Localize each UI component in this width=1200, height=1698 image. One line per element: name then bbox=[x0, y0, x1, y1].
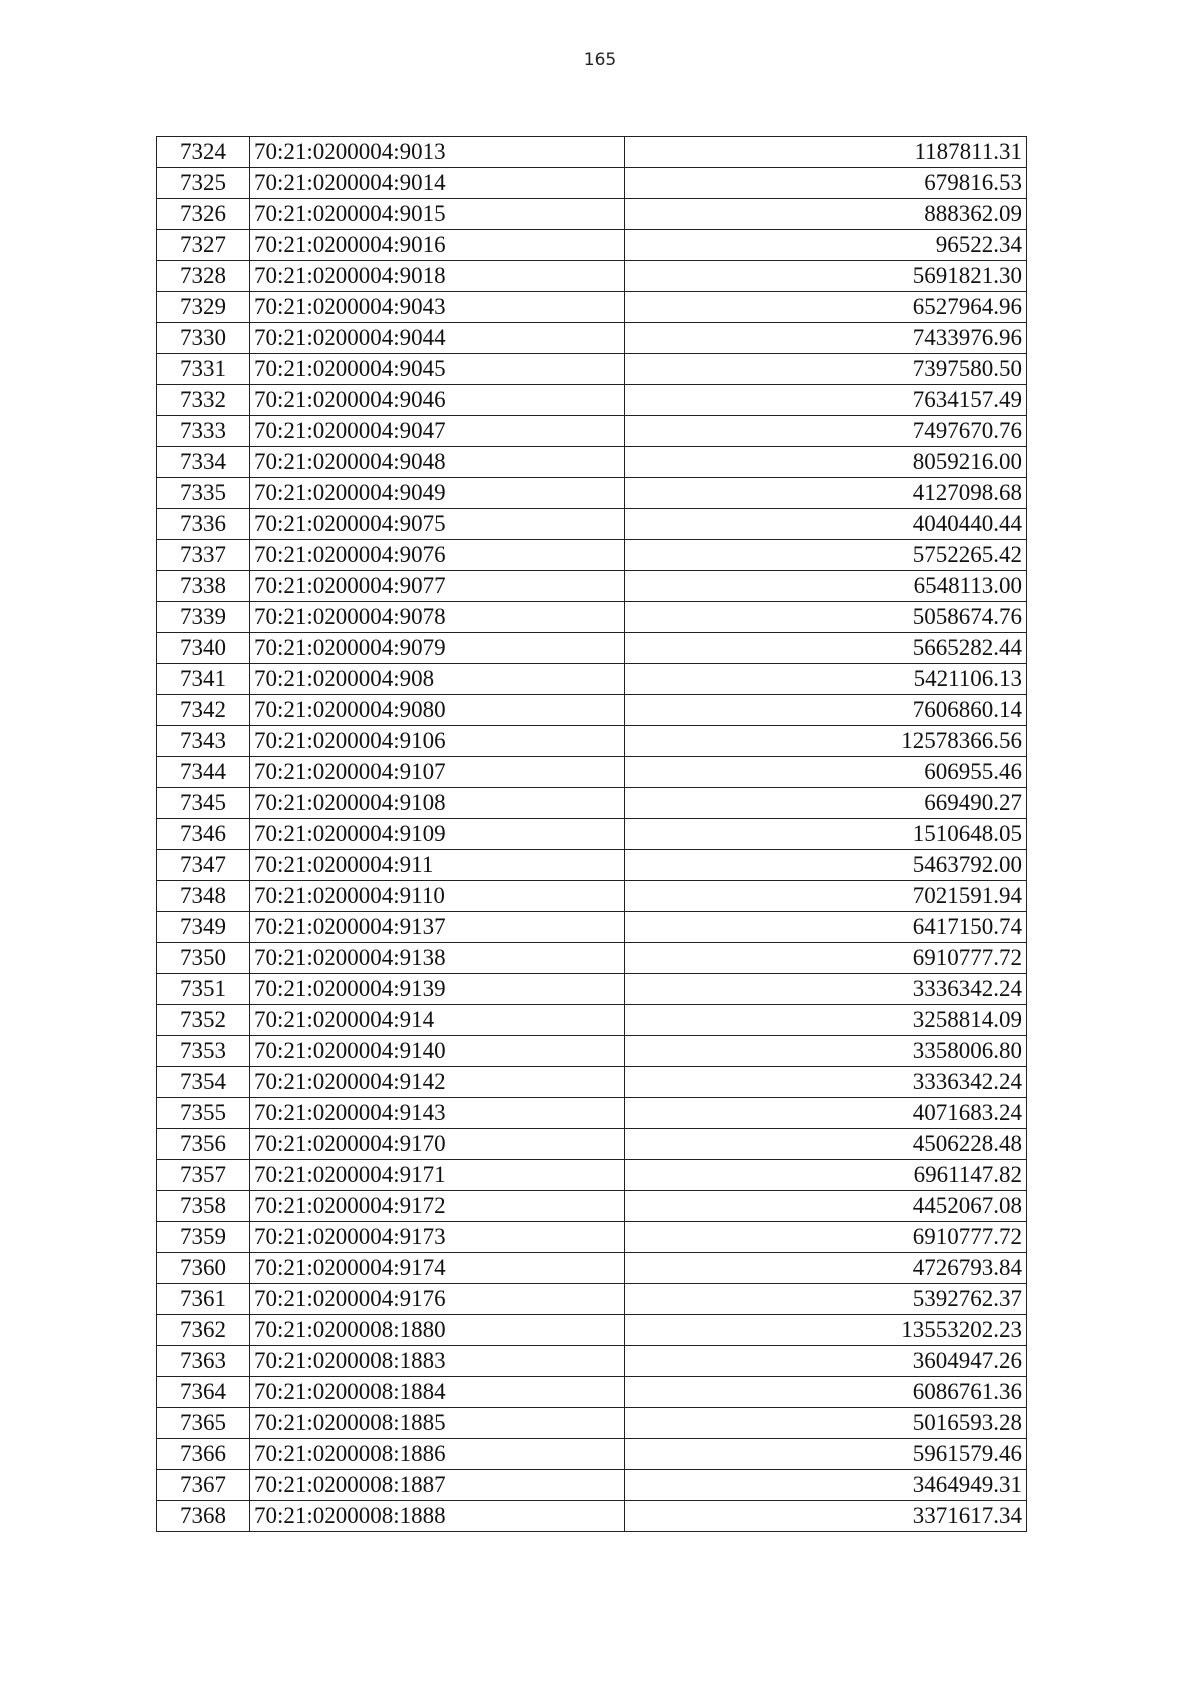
row-number-cell: 7338 bbox=[157, 571, 250, 602]
table-row bbox=[157, 1284, 1027, 1315]
cadastral-number-cell: 70:21:0200008:1884 bbox=[250, 1377, 625, 1408]
table-row bbox=[157, 1315, 1027, 1346]
cadastral-number-cell: 70:21:0200004:9137 bbox=[250, 912, 625, 943]
table-row bbox=[157, 726, 1027, 757]
cadastral-value-cell: 7634157.49 bbox=[625, 385, 1027, 416]
table-row bbox=[157, 1005, 1027, 1036]
cadastral-number-cell: 70:21:0200004:9018 bbox=[250, 261, 625, 292]
cadastral-number-cell: 70:21:0200004:9013 bbox=[250, 137, 625, 168]
cadastral-number-cell: 70:21:0200008:1883 bbox=[250, 1346, 625, 1377]
cadastral-number-cell: 70:21:0200004:9045 bbox=[250, 354, 625, 385]
row-number-cell: 7327 bbox=[157, 230, 250, 261]
table-row bbox=[157, 416, 1027, 447]
cadastral-value-cell: 4127098.68 bbox=[625, 478, 1027, 509]
table-row bbox=[157, 943, 1027, 974]
cadastral-number-cell: 70:21:0200008:1887 bbox=[250, 1470, 625, 1501]
row-number-cell: 7334 bbox=[157, 447, 250, 478]
cadastral-number-cell: 70:21:0200004:9174 bbox=[250, 1253, 625, 1284]
table-row bbox=[157, 199, 1027, 230]
row-number-cell: 7347 bbox=[157, 850, 250, 881]
cadastral-value-table bbox=[156, 136, 1027, 1532]
table-row bbox=[157, 757, 1027, 788]
table-row bbox=[157, 261, 1027, 292]
table-row bbox=[157, 819, 1027, 850]
cadastral-number-cell: 70:21:0200004:914 bbox=[250, 1005, 625, 1036]
cadastral-number-cell: 70:21:0200004:9048 bbox=[250, 447, 625, 478]
table-row bbox=[157, 323, 1027, 354]
table-row bbox=[157, 1377, 1027, 1408]
row-number-cell: 7350 bbox=[157, 943, 250, 974]
cadastral-number-cell: 70:21:0200004:9106 bbox=[250, 726, 625, 757]
cadastral-value-cell: 7606860.14 bbox=[625, 695, 1027, 726]
table-row bbox=[157, 509, 1027, 540]
row-number-cell: 7324 bbox=[157, 137, 250, 168]
cadastral-value-cell: 6527964.96 bbox=[625, 292, 1027, 323]
row-number-cell: 7359 bbox=[157, 1222, 250, 1253]
row-number-cell: 7330 bbox=[157, 323, 250, 354]
table-row bbox=[157, 478, 1027, 509]
cadastral-value-cell: 6961147.82 bbox=[625, 1160, 1027, 1191]
cadastral-number-cell: 70:21:0200004:9015 bbox=[250, 199, 625, 230]
cadastral-number-cell: 70:21:0200004:9047 bbox=[250, 416, 625, 447]
table-row bbox=[157, 354, 1027, 385]
cadastral-value-cell: 3371617.34 bbox=[625, 1501, 1027, 1532]
row-number-cell: 7357 bbox=[157, 1160, 250, 1191]
row-number-cell: 7352 bbox=[157, 1005, 250, 1036]
row-number-cell: 7333 bbox=[157, 416, 250, 447]
row-number-cell: 7342 bbox=[157, 695, 250, 726]
cadastral-value-cell: 8059216.00 bbox=[625, 447, 1027, 478]
cadastral-value-cell: 7497670.76 bbox=[625, 416, 1027, 447]
cadastral-value-cell: 3358006.80 bbox=[625, 1036, 1027, 1067]
cadastral-value-cell: 679816.53 bbox=[625, 168, 1027, 199]
row-number-cell: 7362 bbox=[157, 1315, 250, 1346]
row-number-cell: 7349 bbox=[157, 912, 250, 943]
row-number-cell: 7325 bbox=[157, 168, 250, 199]
cadastral-number-cell: 70:21:0200004:9138 bbox=[250, 943, 625, 974]
cadastral-number-cell: 70:21:0200008:1888 bbox=[250, 1501, 625, 1532]
cadastral-number-cell: 70:21:0200004:9170 bbox=[250, 1129, 625, 1160]
table-body bbox=[157, 137, 1027, 1532]
table-row bbox=[157, 912, 1027, 943]
cadastral-value-cell: 3336342.24 bbox=[625, 974, 1027, 1005]
cadastral-value-cell: 12578366.56 bbox=[625, 726, 1027, 757]
cadastral-value-cell: 6417150.74 bbox=[625, 912, 1027, 943]
cadastral-value-cell: 1187811.31 bbox=[625, 137, 1027, 168]
row-number-cell: 7335 bbox=[157, 478, 250, 509]
cadastral-value-cell: 5691821.30 bbox=[625, 261, 1027, 292]
cadastral-number-cell: 70:21:0200004:9078 bbox=[250, 602, 625, 633]
cadastral-value-cell: 6086761.36 bbox=[625, 1377, 1027, 1408]
row-number-cell: 7341 bbox=[157, 664, 250, 695]
cadastral-value-cell: 5058674.76 bbox=[625, 602, 1027, 633]
table-row bbox=[157, 1253, 1027, 1284]
cadastral-number-cell: 70:21:0200004:9080 bbox=[250, 695, 625, 726]
cadastral-number-cell: 70:21:0200004:9107 bbox=[250, 757, 625, 788]
cadastral-value-cell: 888362.09 bbox=[625, 199, 1027, 230]
table-row bbox=[157, 1439, 1027, 1470]
table-row bbox=[157, 385, 1027, 416]
cadastral-number-cell: 70:21:0200004:9172 bbox=[250, 1191, 625, 1222]
cadastral-value-cell: 4726793.84 bbox=[625, 1253, 1027, 1284]
cadastral-number-cell: 70:21:0200004:911 bbox=[250, 850, 625, 881]
cadastral-value-cell: 5392762.37 bbox=[625, 1284, 1027, 1315]
cadastral-number-cell: 70:21:0200004:9171 bbox=[250, 1160, 625, 1191]
cadastral-number-cell: 70:21:0200004:9110 bbox=[250, 881, 625, 912]
row-number-cell: 7351 bbox=[157, 974, 250, 1005]
table-row bbox=[157, 168, 1027, 199]
row-number-cell: 7344 bbox=[157, 757, 250, 788]
cadastral-number-cell: 70:21:0200004:9079 bbox=[250, 633, 625, 664]
table-row bbox=[157, 850, 1027, 881]
cadastral-number-cell: 70:21:0200004:9046 bbox=[250, 385, 625, 416]
cadastral-number-cell: 70:21:0200004:908 bbox=[250, 664, 625, 695]
row-number-cell: 7343 bbox=[157, 726, 250, 757]
table-row bbox=[157, 695, 1027, 726]
table-row bbox=[157, 1470, 1027, 1501]
cadastral-value-cell: 4071683.24 bbox=[625, 1098, 1027, 1129]
cadastral-number-cell: 70:21:0200004:9016 bbox=[250, 230, 625, 261]
cadastral-value-cell: 5665282.44 bbox=[625, 633, 1027, 664]
cadastral-number-cell: 70:21:0200008:1880 bbox=[250, 1315, 625, 1346]
table-row bbox=[157, 292, 1027, 323]
cadastral-value-cell: 7397580.50 bbox=[625, 354, 1027, 385]
row-number-cell: 7361 bbox=[157, 1284, 250, 1315]
table-row bbox=[157, 974, 1027, 1005]
row-number-cell: 7355 bbox=[157, 1098, 250, 1129]
table-row bbox=[157, 602, 1027, 633]
cadastral-value-cell: 6910777.72 bbox=[625, 1222, 1027, 1253]
cadastral-number-cell: 70:21:0200004:9108 bbox=[250, 788, 625, 819]
table-row bbox=[157, 1129, 1027, 1160]
table-row bbox=[157, 1346, 1027, 1377]
cadastral-value-cell: 13553202.23 bbox=[625, 1315, 1027, 1346]
cadastral-value-cell: 5463792.00 bbox=[625, 850, 1027, 881]
table-row bbox=[157, 540, 1027, 571]
cadastral-value-cell: 3604947.26 bbox=[625, 1346, 1027, 1377]
cadastral-value-cell: 4452067.08 bbox=[625, 1191, 1027, 1222]
cadastral-number-cell: 70:21:0200004:9109 bbox=[250, 819, 625, 850]
table-row bbox=[157, 788, 1027, 819]
cadastral-number-cell: 70:21:0200004:9075 bbox=[250, 509, 625, 540]
table-row bbox=[157, 1067, 1027, 1098]
cadastral-number-cell: 70:21:0200004:9014 bbox=[250, 168, 625, 199]
cadastral-value-cell: 4506228.48 bbox=[625, 1129, 1027, 1160]
cadastral-number-cell: 70:21:0200004:9044 bbox=[250, 323, 625, 354]
row-number-cell: 7356 bbox=[157, 1129, 250, 1160]
row-number-cell: 7346 bbox=[157, 819, 250, 850]
table-row bbox=[157, 1191, 1027, 1222]
cadastral-number-cell: 70:21:0200004:9173 bbox=[250, 1222, 625, 1253]
page-number: 165 bbox=[583, 50, 617, 70]
row-number-cell: 7348 bbox=[157, 881, 250, 912]
row-number-cell: 7332 bbox=[157, 385, 250, 416]
table-row bbox=[157, 1098, 1027, 1129]
row-number-cell: 7364 bbox=[157, 1377, 250, 1408]
cadastral-value-cell: 6548113.00 bbox=[625, 571, 1027, 602]
row-number-cell: 7366 bbox=[157, 1439, 250, 1470]
cadastral-value-cell: 7433976.96 bbox=[625, 323, 1027, 354]
cadastral-number-cell: 70:21:0200004:9140 bbox=[250, 1036, 625, 1067]
cadastral-number-cell: 70:21:0200004:9076 bbox=[250, 540, 625, 571]
cadastral-number-cell: 70:21:0200004:9143 bbox=[250, 1098, 625, 1129]
table-row bbox=[157, 1222, 1027, 1253]
row-number-cell: 7328 bbox=[157, 261, 250, 292]
cadastral-value-cell: 5421106.13 bbox=[625, 664, 1027, 695]
cadastral-number-cell: 70:21:0200004:9043 bbox=[250, 292, 625, 323]
table-row bbox=[157, 881, 1027, 912]
table-row bbox=[157, 1036, 1027, 1067]
table-row bbox=[157, 633, 1027, 664]
table-row bbox=[157, 447, 1027, 478]
cadastral-number-cell: 70:21:0200004:9176 bbox=[250, 1284, 625, 1315]
cadastral-value-cell: 3464949.31 bbox=[625, 1470, 1027, 1501]
row-number-cell: 7368 bbox=[157, 1501, 250, 1532]
cadastral-number-cell: 70:21:0200008:1885 bbox=[250, 1408, 625, 1439]
row-number-cell: 7365 bbox=[157, 1408, 250, 1439]
cadastral-number-cell: 70:21:0200004:9139 bbox=[250, 974, 625, 1005]
row-number-cell: 7329 bbox=[157, 292, 250, 323]
row-number-cell: 7354 bbox=[157, 1067, 250, 1098]
row-number-cell: 7360 bbox=[157, 1253, 250, 1284]
row-number-cell: 7358 bbox=[157, 1191, 250, 1222]
table-row bbox=[157, 137, 1027, 168]
cadastral-value-cell: 5961579.46 bbox=[625, 1439, 1027, 1470]
cadastral-number-cell: 70:21:0200004:9077 bbox=[250, 571, 625, 602]
row-number-cell: 7331 bbox=[157, 354, 250, 385]
cadastral-value-cell: 1510648.05 bbox=[625, 819, 1027, 850]
row-number-cell: 7353 bbox=[157, 1036, 250, 1067]
cadastral-value-cell: 96522.34 bbox=[625, 230, 1027, 261]
row-number-cell: 7337 bbox=[157, 540, 250, 571]
cadastral-number-cell: 70:21:0200008:1886 bbox=[250, 1439, 625, 1470]
cadastral-value-cell: 4040440.44 bbox=[625, 509, 1027, 540]
cadastral-value-cell: 3258814.09 bbox=[625, 1005, 1027, 1036]
table-row bbox=[157, 1408, 1027, 1439]
cadastral-value-cell: 3336342.24 bbox=[625, 1067, 1027, 1098]
row-number-cell: 7336 bbox=[157, 509, 250, 540]
cadastral-number-cell: 70:21:0200004:9049 bbox=[250, 478, 625, 509]
table-row bbox=[157, 664, 1027, 695]
cadastral-value-cell: 7021591.94 bbox=[625, 881, 1027, 912]
cadastral-value-cell: 6910777.72 bbox=[625, 943, 1027, 974]
cadastral-value-cell: 5016593.28 bbox=[625, 1408, 1027, 1439]
row-number-cell: 7340 bbox=[157, 633, 250, 664]
row-number-cell: 7326 bbox=[157, 199, 250, 230]
table-row bbox=[157, 1501, 1027, 1532]
row-number-cell: 7367 bbox=[157, 1470, 250, 1501]
cadastral-value-cell: 606955.46 bbox=[625, 757, 1027, 788]
table-row bbox=[157, 571, 1027, 602]
table-row bbox=[157, 230, 1027, 261]
row-number-cell: 7339 bbox=[157, 602, 250, 633]
cadastral-number-cell: 70:21:0200004:9142 bbox=[250, 1067, 625, 1098]
cadastral-value-cell: 5752265.42 bbox=[625, 540, 1027, 571]
cadastral-value-cell: 669490.27 bbox=[625, 788, 1027, 819]
row-number-cell: 7345 bbox=[157, 788, 250, 819]
row-number-cell: 7363 bbox=[157, 1346, 250, 1377]
table-row bbox=[157, 1160, 1027, 1191]
